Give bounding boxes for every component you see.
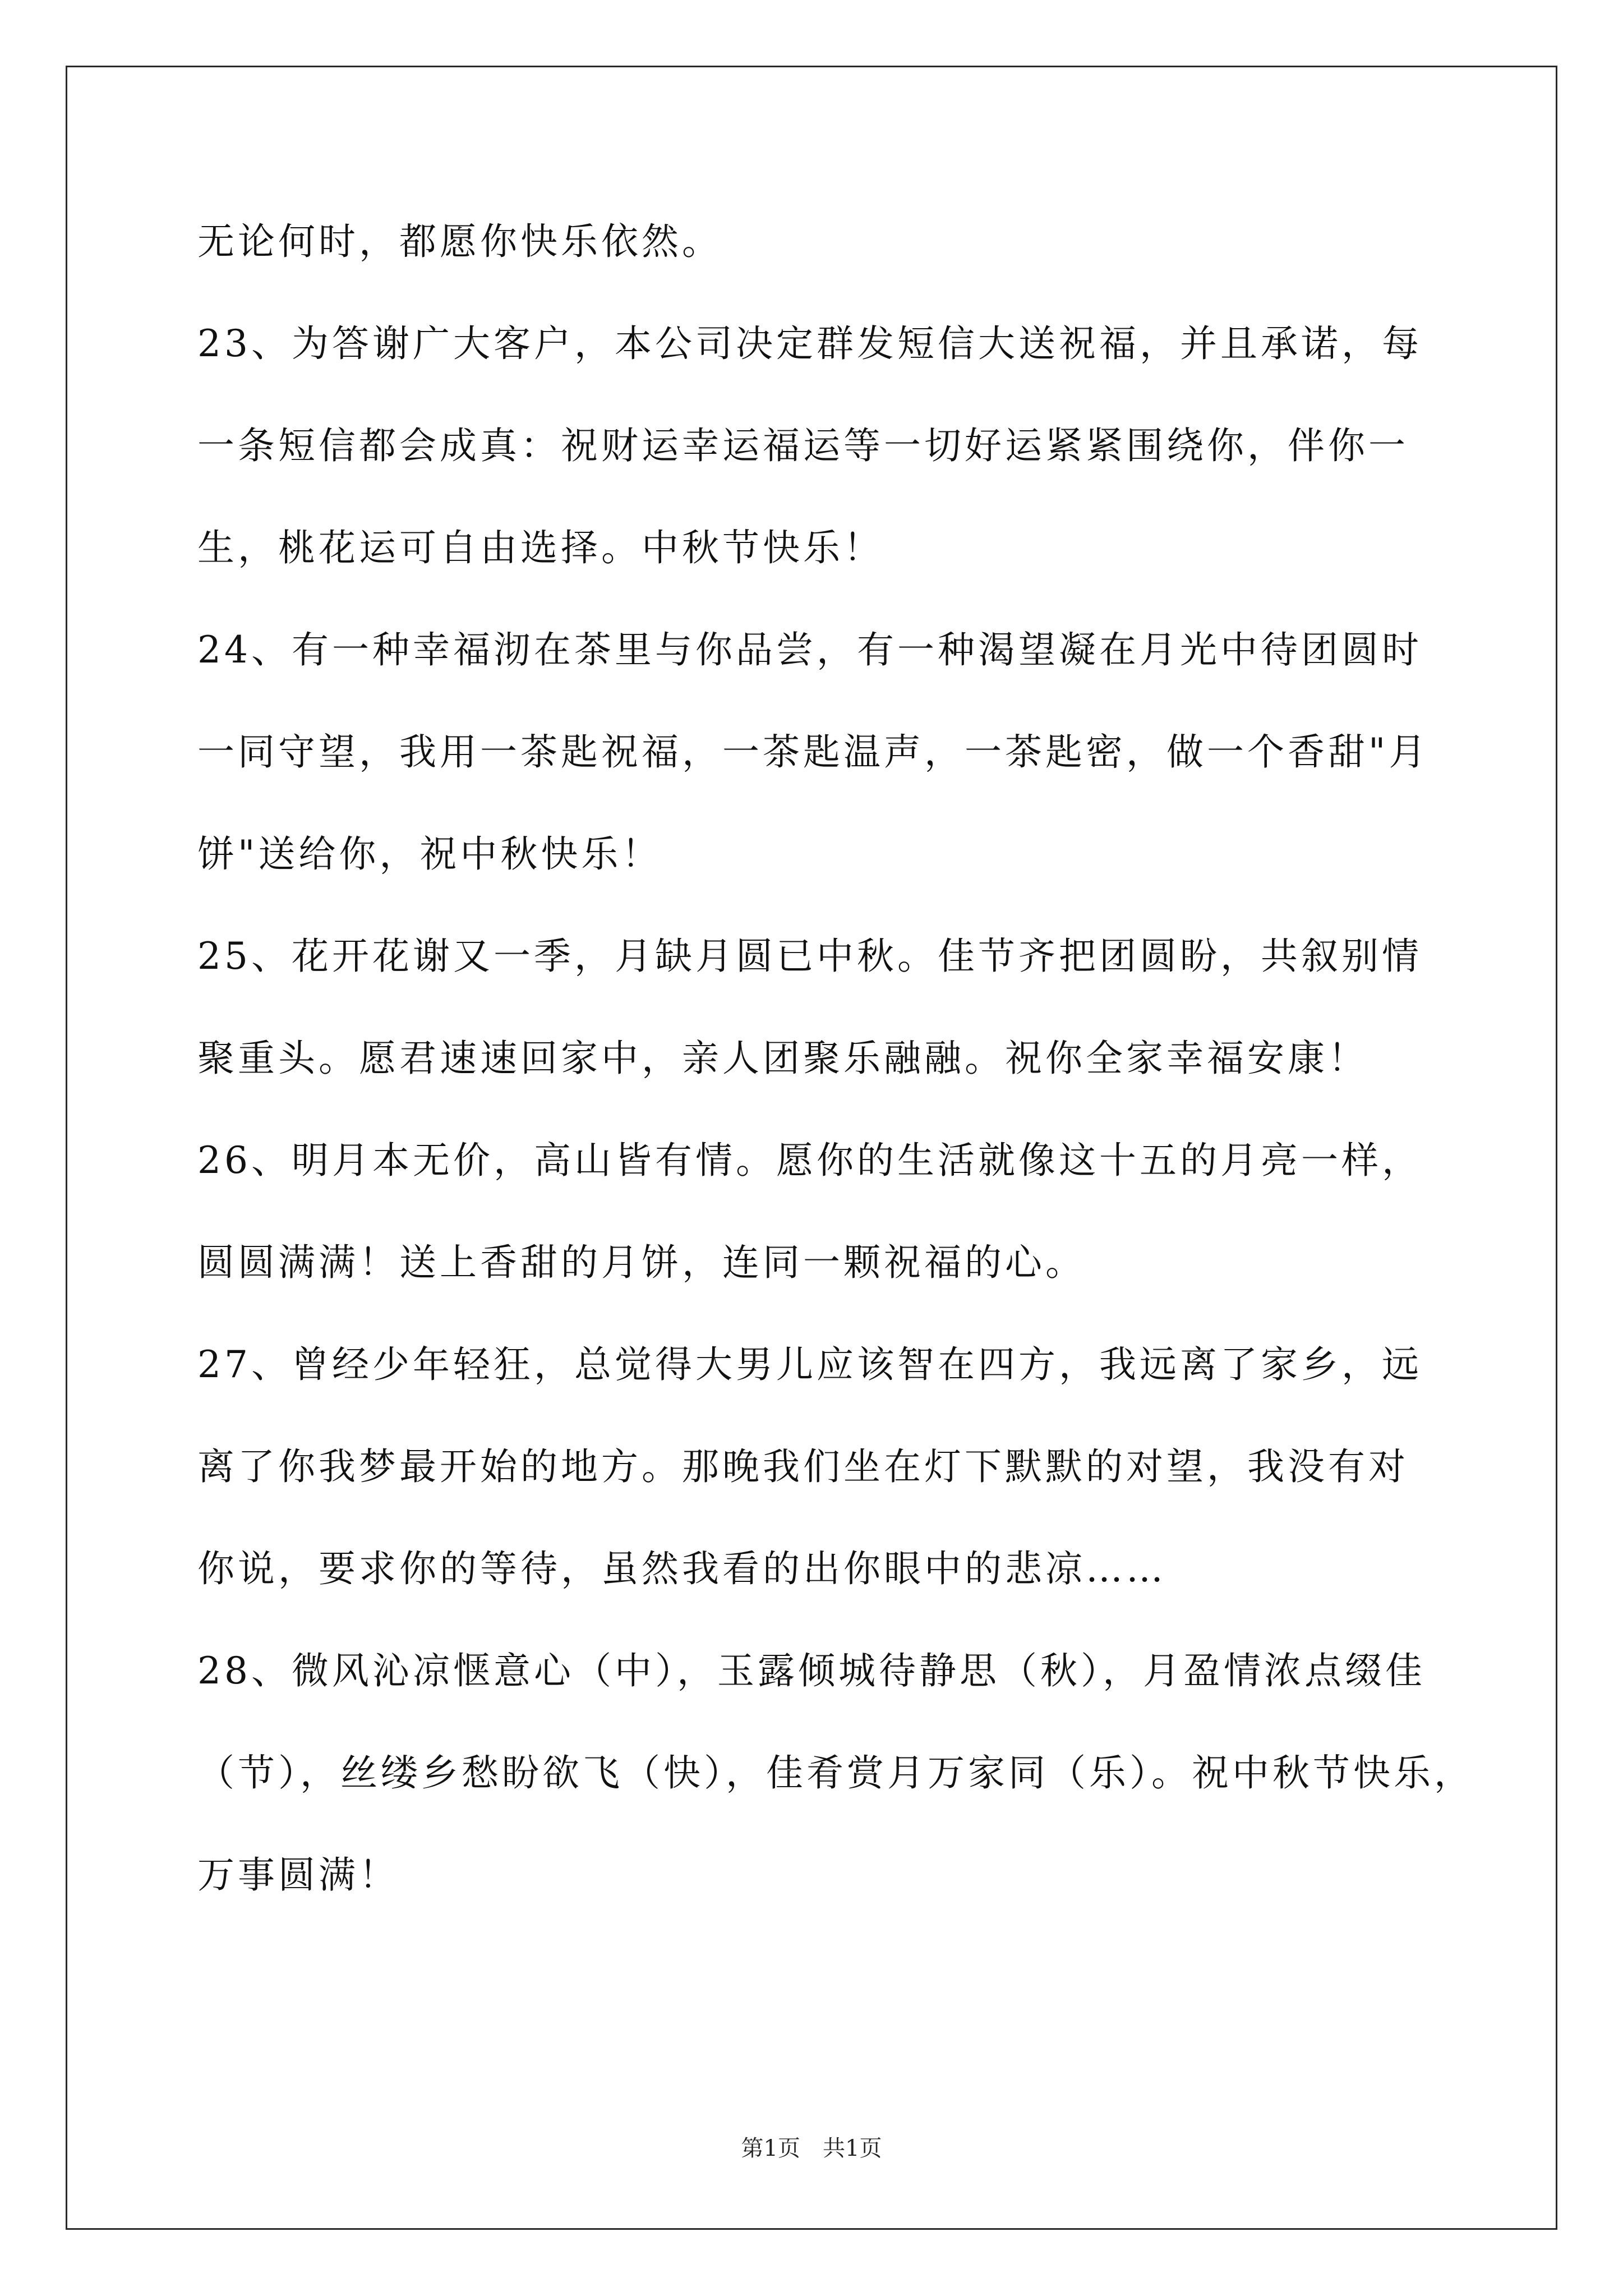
text-line: 离了你我梦最开始的地方。那晚我们坐在灯下默默的对望，我没有对 bbox=[197, 1445, 1409, 1488]
page-number-footer: 第1页 共1页 bbox=[741, 2136, 882, 2161]
text-line: 一条短信都会成真：祝财运幸运福运等一切好运紧紧围绕你，伴你一 bbox=[197, 424, 1409, 467]
text-line: 24、有一种幸福沏在茶里与你品尝，有一种渴望凝在月光中待团圆时 bbox=[197, 628, 1422, 671]
text-line: 生，桃花运可自由选择。中秋节快乐！ bbox=[197, 526, 884, 569]
text-line: 无论何时，都愿你快乐依然。 bbox=[197, 220, 722, 263]
text-line: 27、曾经少年轻狂，总觉得大男儿应该智在四方，我远离了家乡，远 bbox=[197, 1343, 1422, 1386]
text-line: 28、微风沁凉惬意心（中），玉露倾城待静思（秋），月盈情浓点缀佳 bbox=[197, 1649, 1426, 1692]
text-line: 26、明月本无价，高山皆有情。愿你的生活就像这十五的月亮一样， bbox=[197, 1139, 1422, 1182]
text-line: 你说，要求你的等待，虽然我看的出你眼中的悲凉…… bbox=[197, 1547, 1166, 1590]
text-line: 万事圆满！ bbox=[197, 1853, 399, 1897]
text-line: 一同守望，我用一茶匙祝福，一茶匙温声，一茶匙密，做一个香甜"月 bbox=[197, 730, 1430, 774]
text-line: 饼"送给你，祝中秋快乐！ bbox=[197, 832, 662, 876]
text-line: 25、花开花谢又一季，月缺月圆已中秋。佳节齐把团圆盼，共叙别情 bbox=[197, 935, 1422, 978]
text-line: 聚重头。愿君速速回家中，亲人团聚乐融融。祝你全家幸福安康！ bbox=[197, 1037, 1368, 1080]
text-line: （节），丝缕乡愁盼欲飞（快），佳肴赏月万家同（乐）。祝中秋节快乐， bbox=[197, 1751, 1474, 1795]
document-body bbox=[197, 211, 1474, 1947]
text-line: 圆圆满满！送上香甜的月饼，连同一颗祝福的心。 bbox=[197, 1241, 1086, 1284]
text-line: 23、为答谢广大客户，本公司决定群发短信大送祝福，并且承诺，每 bbox=[197, 322, 1422, 365]
